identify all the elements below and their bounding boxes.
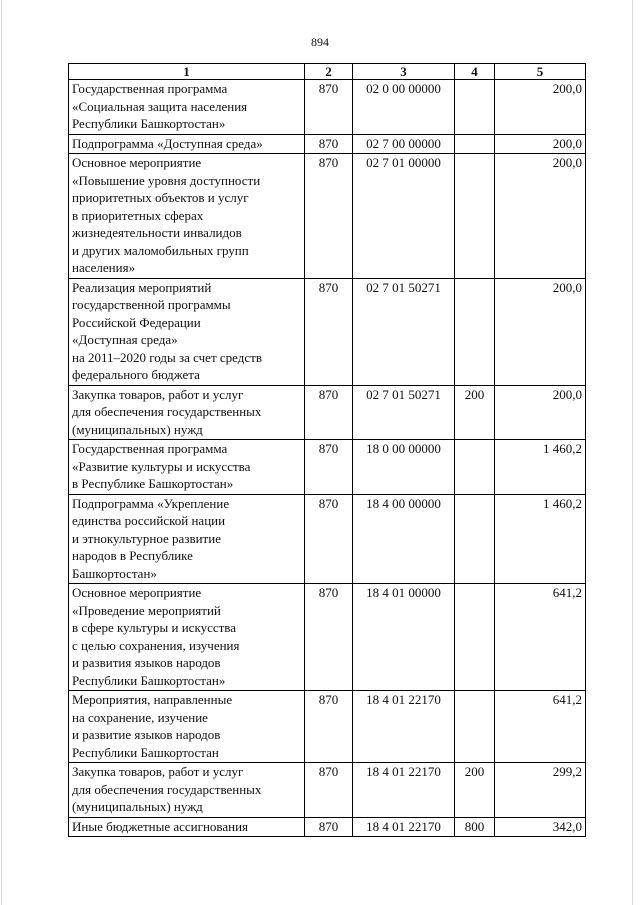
row-admin-code: 870 — [305, 440, 353, 495]
row-amount: 1 460,2 — [495, 440, 586, 495]
row-name: Государственная программа «Социальная защита населения Республики Башкортостан» — [69, 80, 305, 135]
header-col-4: 4 — [455, 64, 495, 80]
row-expense-type — [455, 691, 495, 763]
table-body — [69, 80, 586, 837]
table-row — [69, 278, 586, 385]
row-admin-code: 870 — [305, 80, 353, 135]
table-row — [69, 80, 586, 135]
table-row — [69, 584, 586, 691]
row-expense-type — [455, 440, 495, 495]
row-admin-code: 870 — [305, 584, 353, 691]
row-name: Закупка товаров, работ и услуг для обеспечения государственных (муниципальных) нужд — [69, 763, 305, 818]
header-col-2: 2 — [305, 64, 353, 80]
row-expense-type: 200 — [455, 763, 495, 818]
header-row — [69, 64, 586, 80]
row-admin-code: 870 — [305, 154, 353, 279]
table-header — [69, 64, 586, 80]
row-target-code: 02 7 01 50271 — [353, 385, 455, 440]
table-row — [69, 494, 586, 584]
row-name: Подпрограмма «Доступная среда» — [69, 134, 305, 154]
row-expense-type — [455, 134, 495, 154]
row-amount: 641,2 — [495, 691, 586, 763]
row-amount: 200,0 — [495, 278, 586, 385]
row-expense-type: 200 — [455, 385, 495, 440]
row-target-code: 02 7 01 50271 — [353, 278, 455, 385]
row-target-code: 18 4 01 22170 — [353, 691, 455, 763]
page-edge-left — [1, 0, 2, 905]
row-target-code: 02 7 01 00000 — [353, 154, 455, 279]
row-expense-type — [455, 278, 495, 385]
row-admin-code: 870 — [305, 763, 353, 818]
row-name: Государственная программа «Развитие культуры и искусства в Республике Башкортостан» — [69, 440, 305, 495]
row-amount: 200,0 — [495, 154, 586, 279]
row-target-code: 18 4 01 22170 — [353, 817, 455, 837]
row-amount: 1 460,2 — [495, 494, 586, 584]
row-amount: 200,0 — [495, 385, 586, 440]
row-amount: 641,2 — [495, 584, 586, 691]
row-target-code: 18 4 00 00000 — [353, 494, 455, 584]
budget-table — [68, 63, 586, 837]
row-amount: 342,0 — [495, 817, 586, 837]
table-row — [69, 691, 586, 763]
row-admin-code: 870 — [305, 385, 353, 440]
row-expense-type — [455, 80, 495, 135]
row-target-code: 02 0 00 00000 — [353, 80, 455, 135]
table-row — [69, 440, 586, 495]
row-admin-code: 870 — [305, 494, 353, 584]
row-expense-type — [455, 494, 495, 584]
row-admin-code: 870 — [305, 817, 353, 837]
row-expense-type: 800 — [455, 817, 495, 837]
row-target-code: 02 7 00 00000 — [353, 134, 455, 154]
row-target-code: 18 4 01 00000 — [353, 584, 455, 691]
row-name: Основное мероприятие «Проведение мероприятий в сфере культуры и искусства с целью сохранения, изучения и развития языков народов Республики Башкортостан» — [69, 584, 305, 691]
row-name: Мероприятия, направленные на сохранение, изучение и развитие языков народов Республики Башкортостан — [69, 691, 305, 763]
row-expense-type — [455, 154, 495, 279]
row-name: Реализация мероприятий государственной программы Российской Федерации «Доступная среда» на 2011–2020 годы за счет средств федерального бюджета — [69, 278, 305, 385]
row-amount: 200,0 — [495, 134, 586, 154]
row-admin-code: 870 — [305, 278, 353, 385]
row-target-code: 18 0 00 00000 — [353, 440, 455, 495]
table-row — [69, 817, 586, 837]
header-col-3: 3 — [353, 64, 455, 80]
header-col-5: 5 — [495, 64, 586, 80]
table-row — [69, 763, 586, 818]
table-row — [69, 134, 586, 154]
page-number: 894 — [311, 35, 329, 49]
table-row — [69, 154, 586, 279]
row-target-code: 18 4 01 22170 — [353, 763, 455, 818]
row-amount: 299,2 — [495, 763, 586, 818]
row-name: Основное мероприятие «Повышение уровня доступности приоритетных объектов и услуг в приоритетных сферах жизнедеятельности инвалидов и других маломобильных групп населения» — [69, 154, 305, 279]
row-name: Закупка товаров, работ и услуг для обеспечения государственных (муниципальных) нужд — [69, 385, 305, 440]
table-row — [69, 385, 586, 440]
row-amount: 200,0 — [495, 80, 586, 135]
row-admin-code: 870 — [305, 691, 353, 763]
header-col-1: 1 — [69, 64, 305, 80]
row-name: Иные бюджетные ассигнования — [69, 817, 305, 837]
row-admin-code: 870 — [305, 134, 353, 154]
page-edge-right — [632, 0, 633, 905]
row-name: Подпрограмма «Укрепление единства российской нации и этнокультурное развитие народов в Республике Башкортостан» — [69, 494, 305, 584]
row-expense-type — [455, 584, 495, 691]
